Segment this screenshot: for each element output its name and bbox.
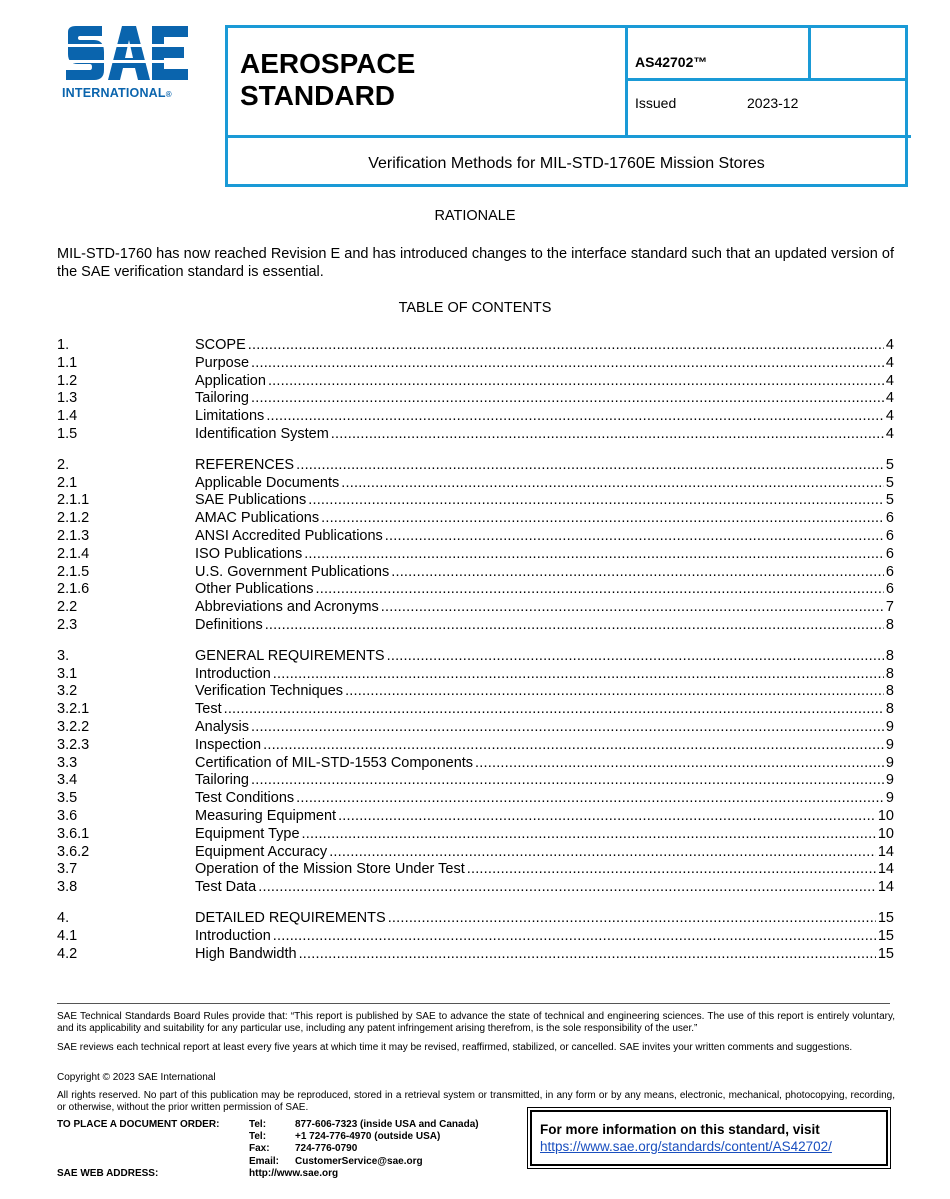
toc-entry-title: SAE Publications — [195, 492, 307, 509]
toc-entry-page: 4 — [885, 354, 894, 371]
toc-entry-number: 3.6.1 — [57, 825, 90, 842]
toc-entry-page: 8 — [885, 683, 894, 700]
issued-date: 2023-12 — [747, 95, 799, 111]
toc-entry-number: 3.3 — [57, 754, 78, 771]
toc-entry-number: 2. — [57, 456, 70, 473]
toc-entry[interactable] — [57, 700, 894, 718]
toc-entry[interactable] — [57, 407, 894, 425]
issued-label: Issued — [635, 95, 677, 111]
toc-entry-number: 2.1 — [57, 474, 78, 491]
toc-entry[interactable] — [57, 509, 894, 527]
contact-label: Email: — [249, 1155, 280, 1167]
toc-entry[interactable] — [57, 527, 894, 545]
toc-entry-title: Abbreviations and Acronyms — [195, 599, 379, 616]
footer-copyright: Copyright © 2023 SAE International — [57, 1072, 216, 1083]
toc-entry-number: 3.8 — [57, 879, 78, 896]
toc-entry-title: Test Conditions — [195, 790, 295, 807]
toc-entry[interactable] — [57, 389, 894, 407]
toc-entry-page: 7 — [885, 599, 894, 616]
toc-entry-title: U.S. Government Publications — [195, 563, 390, 580]
toc-entry[interactable] — [57, 580, 894, 598]
toc-entry-title: AMAC Publications — [195, 510, 320, 527]
toc-leader-dots — [329, 843, 876, 861]
contact-value[interactable]: CustomerService@sae.org — [295, 1155, 423, 1167]
toc-entry-page: 5 — [885, 456, 894, 473]
toc-entry-number: 2.1.3 — [57, 528, 90, 544]
toc-entry-title: Tailoring — [195, 390, 249, 407]
toc-entry-number: 2.1.2 — [57, 510, 90, 527]
sae-logo — [62, 24, 192, 104]
toc-entry-page: 9 — [885, 772, 894, 789]
toc-entry-number: 1.3 — [57, 390, 78, 407]
toc-entry-title: Other Publications — [195, 581, 314, 598]
toc-leader-dots — [391, 563, 884, 581]
toc-entry[interactable] — [57, 598, 894, 616]
toc-entry-page: 4 — [885, 426, 894, 442]
toc-entry-page: 8 — [885, 665, 894, 682]
sae-logo-mark-icon — [62, 24, 192, 84]
toc-entry-page: 9 — [885, 790, 894, 807]
toc-entry-number: 3. — [57, 647, 70, 664]
toc-entry-page: 10 — [877, 825, 894, 842]
toc-entry[interactable] — [57, 647, 894, 665]
toc-entry[interactable] — [57, 789, 894, 807]
toc-leader-dots — [224, 700, 884, 718]
toc-entry-page: 6 — [885, 510, 894, 527]
document-number: AS42702™ — [635, 54, 708, 70]
toc-leader-dots — [251, 389, 884, 407]
toc-entry[interactable] — [57, 491, 894, 509]
toc-entry-page: 4 — [885, 390, 894, 407]
toc-leader-dots — [388, 909, 876, 927]
toc-entry-title: Test — [195, 701, 222, 718]
toc-entry-page: 15 — [877, 945, 894, 962]
toc-entry[interactable] — [57, 354, 894, 372]
toc-entry-title: Application — [195, 372, 266, 389]
web-address-label: SAE WEB ADDRESS: — [57, 1168, 159, 1179]
toc-entry-page: 6 — [885, 545, 894, 562]
toc-entry-number: 1. — [57, 337, 70, 353]
contact-line — [249, 1131, 479, 1143]
document-header — [225, 25, 908, 187]
toc-leader-dots — [296, 789, 884, 807]
toc-leader-dots — [341, 474, 884, 492]
toc-entry-page: 8 — [885, 647, 894, 664]
toc-entry-number: 3.2.3 — [57, 736, 90, 753]
toc-entry[interactable] — [57, 736, 894, 754]
toc-entry-page: 8 — [885, 617, 894, 633]
toc-entry-page: 6 — [885, 563, 894, 580]
toc-leader-dots — [258, 878, 876, 896]
contact-line — [249, 1156, 479, 1168]
toc-entry-title: Test Data — [195, 879, 257, 896]
toc-leader-dots — [308, 491, 884, 509]
toc-leader-dots — [263, 736, 884, 754]
logo-subtitle: INTERNATIONAL® — [62, 86, 172, 100]
toc-entry-title: SCOPE — [195, 337, 246, 353]
footer-rights: All rights reserved. No part of this publication may be reproduced, stored in a retrieval system or transmitted, in any form or by any means, electronic, mechanical, photocopying, recording, or otherwise, without the prior written permission of SAE. — [57, 1090, 895, 1113]
toc-entry-page: 9 — [885, 719, 894, 735]
toc-entry-title: Identification System — [195, 426, 329, 442]
toc-entry[interactable] — [57, 807, 894, 825]
toc-entry-page: 14 — [877, 843, 894, 860]
contact-label: Fax: — [249, 1143, 270, 1155]
toc-entry[interactable] — [57, 682, 894, 700]
contact-label: Tel: — [249, 1119, 267, 1130]
toc-entry-number: 3.2 — [57, 683, 78, 700]
toc-entry[interactable] — [57, 878, 894, 896]
toc-entry-number: 3.7 — [57, 861, 78, 878]
toc-entry-title: Introduction — [195, 927, 271, 944]
toc-entry-number: 4.1 — [57, 927, 78, 944]
footer-review: SAE reviews each technical report at least every five years at which time it may be revised, reaffirmed, stabilized, or cancelled. SAE invites your written comments and suggestions. — [57, 1042, 853, 1053]
toc-entry-page: 5 — [885, 492, 894, 509]
toc-leader-dots — [266, 407, 884, 425]
toc-leader-dots — [467, 860, 876, 878]
toc-entry-title: Limitations — [195, 408, 265, 425]
toc-leader-dots — [381, 598, 884, 616]
toc-entry-title: REFERENCES — [195, 456, 295, 473]
toc-leader-dots — [265, 616, 884, 634]
toc-entry-title: Tailoring — [195, 772, 249, 789]
toc-entry-page: 6 — [885, 581, 894, 598]
toc-leader-dots — [251, 354, 884, 372]
toc-entry-page: 5 — [885, 474, 894, 491]
contact-label: Tel: — [249, 1131, 267, 1143]
toc-entry[interactable] — [57, 771, 894, 789]
toc-leader-dots — [387, 647, 884, 665]
toc-entry-number: 3.2.1 — [57, 701, 90, 718]
toc-entry-title: Equipment Type — [195, 825, 300, 842]
toc-leader-dots — [331, 425, 884, 443]
more-info-title: For more information on this standard, visit — [540, 1122, 820, 1137]
toc-entry[interactable] — [57, 336, 894, 354]
toc-entry-number: 3.6 — [57, 808, 78, 824]
standard-link[interactable]: https://www.sae.org/standards/content/AS42702/ — [540, 1139, 832, 1154]
more-info-box — [527, 1107, 891, 1169]
toc-entry[interactable] — [57, 860, 894, 878]
toc-leader-dots — [268, 372, 884, 390]
toc-entry-number: 1.4 — [57, 408, 78, 425]
toc-entry-title: ISO Publications — [195, 545, 303, 562]
toc-entry-page: 14 — [877, 861, 894, 878]
toc-leader-dots — [385, 527, 884, 545]
toc-leader-dots — [251, 771, 884, 789]
toc-entry-number: 3.6.2 — [57, 843, 90, 860]
toc-entry-number: 1.2 — [57, 372, 78, 389]
toc-leader-dots — [302, 825, 876, 843]
toc-leader-dots — [273, 927, 876, 945]
toc-entry-title: GENERAL REQUIREMENTS — [195, 647, 385, 664]
toc-entry-page: 4 — [885, 337, 894, 353]
toc-entry-title: Analysis — [195, 719, 249, 735]
toc-entry-title: Operation of the Mission Store Under Test — [195, 861, 465, 878]
toc-entry-number: 3.2.2 — [57, 719, 90, 735]
toc-entry[interactable] — [57, 754, 894, 772]
toc-entry[interactable] — [57, 563, 894, 581]
toc-entry-number: 3.5 — [57, 790, 78, 807]
toc-entry[interactable] — [57, 945, 894, 963]
contact-value[interactable]: +1 724-776-4970 (outside USA) — [295, 1131, 441, 1143]
toc-leader-dots — [251, 718, 884, 736]
toc-entry-page: 8 — [885, 701, 894, 718]
toc-entry-title: Inspection — [195, 736, 262, 753]
footer-rules: SAE Technical Standards Board Rules provide that: “This report is published by SAE to advance the state of technical and engineering sciences. The use of this report is entirely voluntary, and its applicability and suitability for any particular use, including any patent infringement arising therefrom, is the sole responsibility of the user.” — [57, 1011, 895, 1034]
toc-entry[interactable] — [57, 616, 894, 634]
toc-entry[interactable] — [57, 474, 894, 492]
toc-entry-title: Certification of MIL-STD-1553 Components — [195, 754, 474, 771]
web-address[interactable]: http://www.sae.org — [249, 1168, 339, 1179]
toc-entry-title: Measuring Equipment — [195, 808, 337, 824]
rationale-heading: RATIONALE — [434, 208, 516, 224]
toc-entry-page: 9 — [885, 754, 894, 771]
toc-entry-number: 4. — [57, 910, 70, 926]
toc-leader-dots — [315, 580, 883, 598]
toc-entry-title: DETAILED REQUIREMENTS — [195, 910, 386, 926]
toc-entry-number: 1.5 — [57, 426, 78, 442]
toc-entry-title: Applicable Documents — [195, 474, 340, 491]
toc-entry-number: 4.2 — [57, 945, 78, 962]
toc-entry-page: 9 — [885, 736, 894, 753]
toc-leader-dots — [345, 682, 884, 700]
toc-entry[interactable] — [57, 718, 894, 736]
toc-entry-page: 14 — [877, 879, 894, 896]
toc-entry-number: 2.1.6 — [57, 581, 90, 598]
toc-leader-dots — [338, 807, 876, 825]
toc-entry-number: 1.1 — [57, 354, 78, 371]
toc-entry-page: 15 — [877, 910, 894, 926]
toc-entry-number: 3.1 — [57, 665, 78, 682]
toc-entry-title: Verification Techniques — [195, 683, 344, 700]
toc-entry[interactable] — [57, 545, 894, 563]
toc-entry[interactable] — [57, 665, 894, 683]
toc-entry-title: ANSI Accredited Publications — [195, 528, 383, 544]
toc-leader-dots — [273, 665, 884, 683]
contact-line — [249, 1119, 479, 1131]
toc-entry-number: 2.2 — [57, 599, 78, 616]
toc-leader-dots — [299, 945, 876, 963]
order-label: TO PLACE A DOCUMENT ORDER: — [57, 1119, 220, 1130]
toc-entry-page: 4 — [885, 408, 894, 425]
toc-entry[interactable] — [57, 843, 894, 861]
toc-entry[interactable] — [57, 456, 894, 474]
toc-entry-number: 2.1.1 — [57, 492, 90, 509]
footer-divider — [57, 1003, 890, 1004]
toc-entry-title: Purpose — [195, 354, 250, 371]
contact-value[interactable]: 877-606-7323 (inside USA and Canada) — [295, 1119, 479, 1130]
toc-leader-dots — [304, 545, 884, 563]
toc-entry[interactable] — [57, 825, 894, 843]
toc-leader-dots — [321, 509, 884, 527]
toc-heading: TABLE OF CONTENTS — [398, 300, 552, 316]
toc-entry[interactable] — [57, 425, 894, 443]
contact-line — [249, 1143, 479, 1155]
toc-entry[interactable] — [57, 927, 894, 945]
toc-entry-title: Definitions — [195, 617, 263, 633]
toc-entry-page: 4 — [885, 372, 894, 389]
toc-leader-dots — [296, 456, 884, 474]
toc-entry-page: 10 — [877, 808, 894, 824]
toc-entry-number: 2.3 — [57, 617, 78, 633]
toc-entry-page: 6 — [885, 528, 894, 544]
toc-entry-title: Introduction — [195, 665, 271, 682]
toc-entry-page: 15 — [877, 927, 894, 944]
toc-leader-dots — [248, 336, 884, 354]
toc-entry-number: 2.1.5 — [57, 563, 90, 580]
toc-entry-title: Equipment Accuracy — [195, 843, 328, 860]
toc-entry-title: High Bandwidth — [195, 945, 297, 962]
order-contacts — [249, 1119, 479, 1168]
toc-entry-number: 3.4 — [57, 772, 78, 789]
toc-leader-dots — [475, 754, 884, 772]
document-type: AEROSPACE STANDARD — [240, 48, 416, 111]
toc-entry[interactable] — [57, 372, 894, 390]
toc-entry-number: 2.1.4 — [57, 545, 90, 562]
rationale-text: MIL-STD-1760 has now reached Revision E and has introduced changes to the interface standard such that an updated version of the SAE verification standard is essential. — [57, 246, 894, 280]
toc-entry[interactable] — [57, 909, 894, 927]
contact-value[interactable]: 724-776-0790 — [295, 1143, 358, 1155]
document-title: Verification Methods for MIL-STD-1760E Mission Stores — [368, 155, 765, 172]
